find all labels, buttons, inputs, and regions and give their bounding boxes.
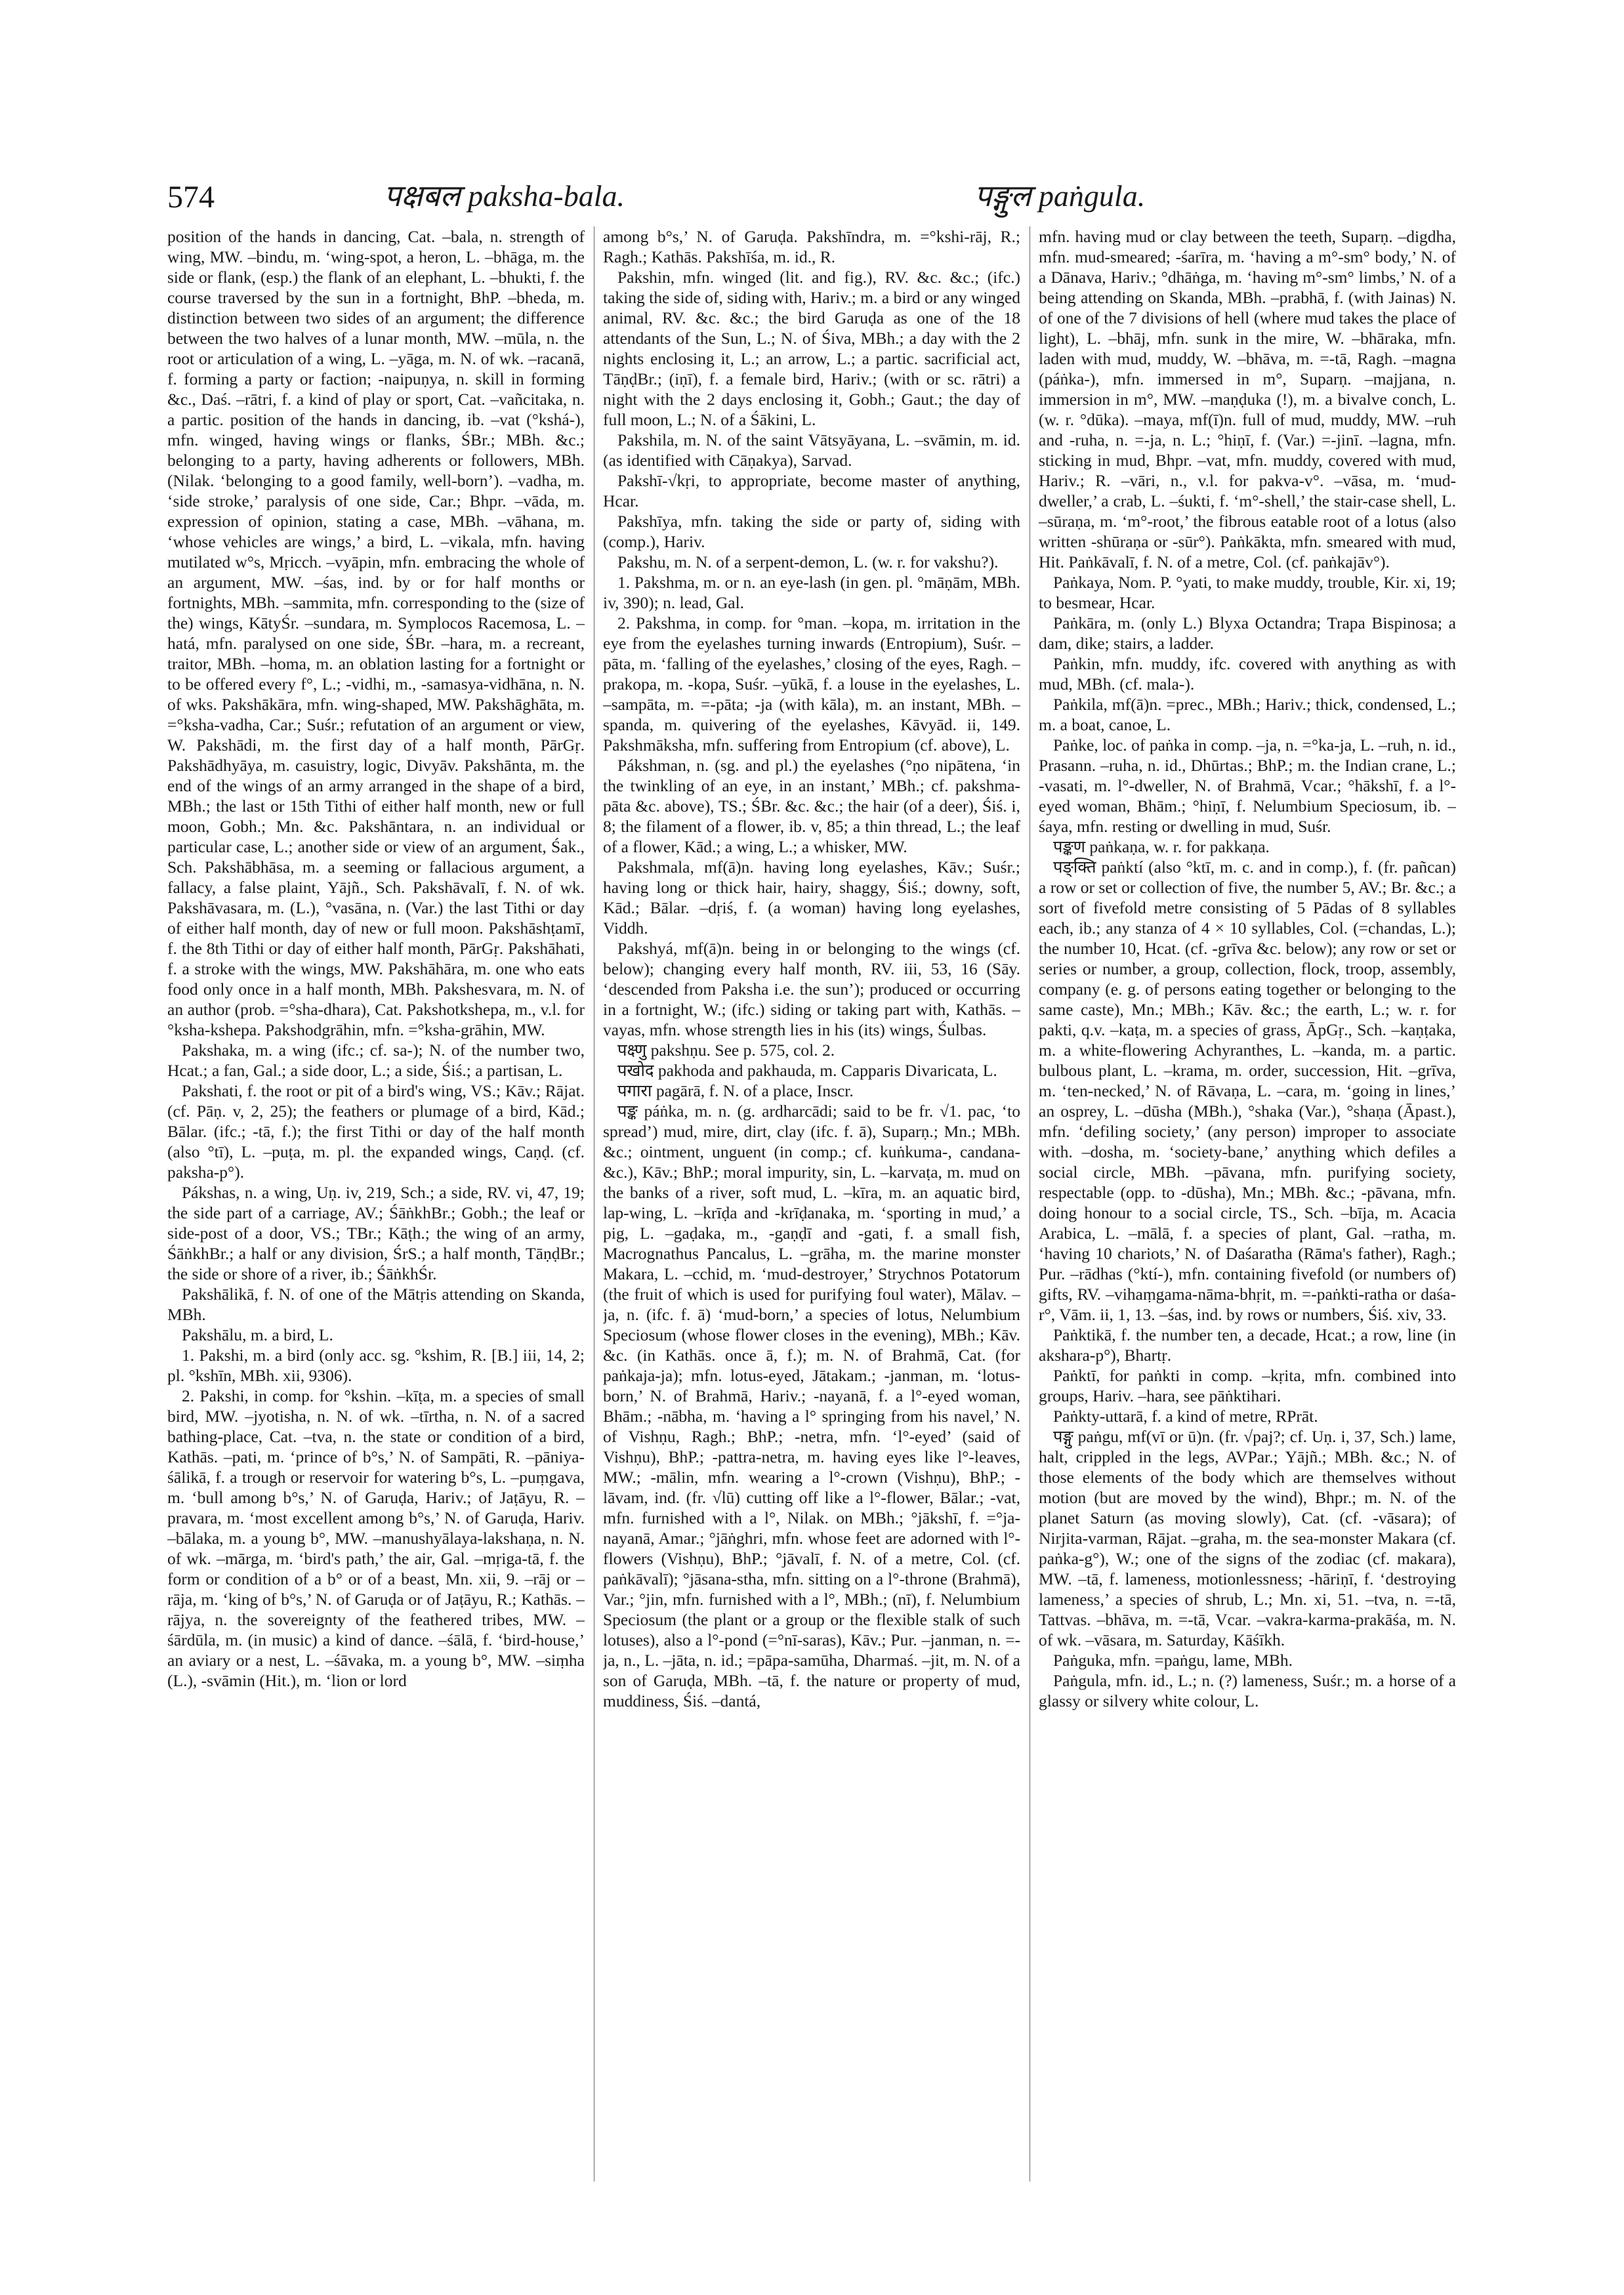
dictionary-entry: पङ्क páṅka, m. n. (g. ardharcādi; said to be fr. √1. pac, ‘to spread’) mud, mire, dirt, clay (ifc. f. ā), Suparṇ.; Mn.; MBh. &c.; ointment, unguent (in comp.; cf. kuṅkuma-, candana- &c.), Kāv.; BhP.; moral impurity, sin, L. –karvaṭa, m. mud on the banks of a river, soft mud, L. –kīra, m. an aquatic bird, lap-wing, L. –krīḍa and -krīḍanaka, m. ‘sporting in mud,’ a pig, L. –gaḍaka, m., -gaṇḍī and -gati, f. a small fish, Macrognathus Pancalus, L. –grāha, m. the marine monster Makara, L. –cchid, m. ‘mud-destroyer,’ Strychnos Potatorum (the fruit of which is used for purifying foul water), Mālav. –ja, n. (ifc. f. ā) ‘mud-born,’ a species of lotus, Nelumbium Speciosum (whose flower closes in the evening), MBh.; Kāv. &c. (in Kathās. once ā, f.); m. N. of Brahmā, Cat. (for paṅkaja-ja); mfn. lotus-eyed, Jātakam.; -janman, m. ‘lotus-born,’ N. of Brahmā, Hariv.; -nayanā, f. a l°-eyed woman, Bhām.; -nābha, m. ‘having a l° springing from his navel,’ N. of Vishṇu, Ragh.; BhP.; -netra, mfn. ‘l°-eyed’ (said of Vishṇu), BhP.; -pattra-netra, m. having eyes like l°-leaves, MW.; -mālin, mfn. wearing a l°-crown (Vishṇu), BhP.; -lāvam, ind. (fr. √lū) cutting off like a l°-flower, Bālar.; -vat, mfn. furnished with a l°, Nilak. on MBh.; °jākshī, f. =°ja-nayanā, Amar.; °jāṅghri, mfn. whose feet are adorned with l°-flowers (Vishṇu), BhP.; °jāvalī, f. N. of a metre, Col. (cf. paṅkāvalī); °jāsana-stha, mfn. sitting on a l°-throne (Brahmā), Var.; °jin, mfn. furnished with a l°, MBh.; (nī), f. Nelumbium Speciosum (the plant or a group or the flexible stalk of such lotuses), also a l°-pond (=°nī-saras), Kāv.; Pur. –janman, n. =-ja, n., L. –jāta, n. id.; =pāpa-samūha, Dharmaś. –jit, m. N. of a son of Garuḍa, MBh. –tā, f. the nature or property of mud, muddiness, Śiś. –dantá, — [603, 1102, 1020, 1710]
dictionary-entry: Pakshālikā, f. N. of one of the Mātṛis attending on Skanda, MBh. — [167, 1285, 585, 1324]
dictionary-entry: पङ्कण paṅkaṇa, w. r. for pakkaṇa. — [1053, 837, 1270, 856]
dictionary-entry: Paṅkila, mf(ā)n. =prec., MBh.; Hariv.; thick, condensed, L.; m. a boat, canoe, L. — [1039, 695, 1456, 734]
dictionary-entry: Paṅkty-uttarā, f. a kind of metre, RPrāt. — [1053, 1407, 1318, 1426]
dictionary-entry: 2. Pakshma, in comp. for °man. –kopa, m. irritation in the eye from the eyelashes turning inwards (Entropium), Suśr. –pāta, m. ‘falling of the eyelashes,’ closing of the eyes, Ragh. –prakopa, m. -kopa, Suśr. –yūkā, f. a louse in the eyelashes, L. –sampāta, m. =-pāta; -ja (with kāla), m. an instant, MBh. –spanda, m. quivering of the eyelashes, Kāvyād. ii, 149. Pakshmāksha, mfn. suffering from Entropium (cf. above), L. — [603, 613, 1020, 755]
dictionary-entry: Pakshyá, mf(ā)n. being in or belonging to the wings (cf. below); changing every half month, RV. iii, 53, 16 (Sāy. ‘descended from Paksha i.e. the sun’); produced or occurring in a fortnight, W.; (ifc.) siding or taking part with, Kathās. –vayas, mfn. whose strength lies in his (its) wings, Śulbas. — [603, 939, 1020, 1039]
dictionary-entry: Pakshila, m. N. of the saint Vātsyāyana, L. –svāmin, m. id. (as identified with Cāṇakya), Sarvad. — [603, 430, 1020, 470]
page-number: 574 — [167, 180, 215, 215]
dictionary-entry: पक्ष्णु pakshṇu. See p. 575, col. 2. — [617, 1041, 835, 1060]
dictionary-entry: Paṅktikā, f. the number ten, a decade, Hcat.; a row, line (in akshara-p°), Bhartṛ. — [1039, 1325, 1456, 1365]
dictionary-entry: Pakshālu, m. a bird, L. — [182, 1325, 333, 1344]
dictionary-entry: Paṅguka, mfn. =paṅgu, lame, MBh. — [1053, 1651, 1293, 1670]
dictionary-entry: position of the hands in dancing, Cat. –bala, n. strength of wing, MW. –bindu, m. ‘wing-spot, a heron, L. –bhāga, m. the side or flank, (esp.) the flank of an elephant, L. –bhukti, f. the course traversed by the sun in a fortnight, BhP. –bheda, m. distinction between two sides of an argument; the difference between the two halves of a lunar month, MW. –mūla, n. the root or articulation of a wing, L. –yāga, m. N. of wk. –racanā, f. forming a party or faction; -naipuṇya, n. skill in forming &c., Daś. –rātri, f. a kind of play or sport, Cat. –vañcitaka, n. a partic. position of the hands in dancing, ib. –vat (°kshá-), mfn. winged, having wings or flanks, ŚBr.; MBh. &c.; belonging to a party, having adherents or followers, MBh. (Nilak. ‘belonging to a good family, well-born’). –vadha, m. ‘side stroke,’ paralysis of one side, Car.; Bhpr. –vāda, m. expression of opinion, stating a case, MBh. –vāhana, m. ‘whose vehicles are wings,’ a bird, L. –vikala, mfn. having mutilated w°s, Mṛicch. –vyāpin, mfn. embracing the whole of an argument, MW. –śas, ind. by or for half months or fortnights, MBh. –sammita, mfn. corresponding to the (size of the) wings, KātyŚr. –sundara, m. Symplocos Racemosa, L. –hatá, mfn. paralysed on one side, ŚBr. –hara, m. a recreant, traitor, MBh. –homa, m. an oblation lasting for a fortnight or to be offered every f°, L.; -vidhi, m., -samasya-vidhāna, n. N. of wks. Pakshākāra, mfn. wing-shaped, MW. Pakshāghāta, m. =°ksha-vadha, Car.; Suśr.; refutation of an argument or view, W. Pakshādi, m. the first day of a half month, PārGṛ. Pakshādhyāya, m. casuistry, logic, Divyāv. Pakshānta, m. the end of the wings of an army arranged in the shape of a bird, MBh.; the last or 15th Tithi of either half month, new or full moon, Gobh.; Mn. &c. Pakshāntara, n. an individual or particular case, L.; another side or view of an argument, Śak., Sch. Pakshābhāsa, m. a seeming or fallacious argument, a fallacy, a false plaint, Yājñ., Sch. Pakshāvalī, f. N. of wk. Pakshāvasara, m. (L.), °vasāna, n. (Var.) the last Tithi or day of either half month, day of new or full moon. Pakshāshṭamī, f. the 8th Tithi or day of either half month, PārGṛ. Pakshāhati, f. a stroke with the wings, MW. Pakshāhāra, m. one who eats food only once in a half month, MBh. Pakshesvara, m. N. of an author (prob. =°sha-dhara), Cat. Pakshotkshepa, m., v.l. for °ksha-kshepa. Pakshodgrāhin, mfn. =°ksha-grāhin, MW. — [167, 227, 585, 1039]
running-head-right: पङ्गुल paṅgula. — [974, 179, 1146, 213]
dictionary-entry: Pakshu, m. N. of a serpent-demon, L. (w. r. for vakshu?). — [617, 552, 999, 571]
running-head-left: पक्षबल paksha-bala. — [384, 179, 625, 213]
column-2 — [603, 226, 1020, 2195]
dictionary-entry: पङ्क्ति paṅktí (also °ktī, m. c. and in comp.), f. (fr. pañcan) a row or set or collection of five, the number 5, AV.; Br. &c.; a sort of fivefold metre consisting of 5 Pādas of 8 syllables each, ib.; any stanza of 4 × 10 syllables, Col. (=chandas, L.); the number 10, Hcat. (cf. -grīva &c. below); any row or set or series or number, a group, collection, flock, troop, assembly, company (e. g. of persons eating together or belonging to the same caste), Mn.; MBh.; Kāv. &c.; the earth, L.; w. r. for pakti, q.v. –kaṭa, m. a species of grass, ĀpGṛ., Sch. –kaṇṭaka, m. a white-flowering Achyranthes, L. –kanda, m. a partic. bulbous plant, L. –krama, m. order, succession, Hit. –grīva, m. ‘ten-necked,’ N. of Rāvaṇa, L. –cara, m. ‘going in lines,’ an osprey, L. –dūsha (MBh.), °shaka (Var.), °shaṇa (Āpast.), mfn. ‘defiling society,’ (any person) improper to associate with. –dosha, m. ‘society-bane,’ anything which defiles a social circle, MBh. –pāvana, mfn. purifying society, respectable (opp. to -dūsha), Mn.; MBh. &c.; -pāvana, mfn. doing honour to a social circle, TS., Sch. –bīja, m. Acacia Arabica, L. –mālā, f. a species of plant, Gal. –ratha, m. ‘having 10 chariots,’ N. of Daśaratha (Rāma's father), Ragh.; Pur. –rādhas (°ktí-), mfn. containing fivefold (or numbers of) gifts, RV. –vihaṃgama-nāma-bhṛit, m. =-paṅkti-ratha or daśa-r°, Vām. ii, 1, 13. –śas, ind. by rows or numbers, Śiś. xiv, 33. — [1039, 858, 1456, 1324]
dictionary-entry: among b°s,’ N. of Garuḍa. Pakshīndra, m. =°kshi-rāj, R.; Ragh.; Kathās. Pakshīśa, m. id., R. — [603, 227, 1020, 266]
dictionary-entry: Pakshaka, m. a wing (ifc.; cf. sa-); N. of the number two, Hcat.; a fan, Gal.; a side door, L.; a side, Śiś.; a partisan, L. — [167, 1041, 585, 1080]
dictionary-entry: mfn. having mud or clay between the teeth, Suparṇ. –digdha, mfn. mud-smeared; -śarīra, m. ‘having a m°-sm° body,’ N. of a Dānava, Hariv.; °dhāṅga, m. ‘having m°-sm° limbs,’ N. of a being attending on Skanda, MBh. –prabhā, f. (with Jainas) N. of one of the 7 divisions of hell (where mud takes the place of light), L. –bhāj, mfn. sunk in the mire, W. –bhāraka, mfn. laden with mud, muddy, W. –bhāva, m. =-tā, Ragh. –magna (páṅka-), mfn. immersed in m°, Suparṇ. –majjana, n. immersion in m°, MW. –maṇḍuka (!), m. a bivalve conch, L. (w. r. °dūka). –maya, mf(ī)n. full of mud, muddy, MW. –ruh and -ruha, n. =-ja, n. L.; °hiṇī, f. (Var.) =-jinī. –lagna, mfn. sticking in mud, Bhpr. –vat, mfn. muddy, covered with mud, Hariv.; R. –vāri, n., v.l. for pakva-v°. –vāsa, m. ‘mud-dweller,’ a crab, L. –śukti, f. ‘m°-shell,’ the stair-case shell, L. –sūraṇa, m. ‘m°-root,’ the fibrous eatable root of a lotus (also written -shūraṇa or -sūr°). Paṅkākta, mfn. smeared with mud, Hit. Paṅkāvalī, f. N. of a metre, Col. (cf. paṅkajāv°). — [1039, 227, 1456, 571]
dictionary-entry: 1. Pakshma, m. or n. an eye-lash (in gen. pl. °māṇām, MBh. iv, 390); n. lead, Gal. — [603, 573, 1020, 612]
dictionary-entry: Pakshin, mfn. winged (lit. and fig.), RV. &c. &c.; (ifc.) taking the side of, siding with, Hariv.; m. a bird or any winged animal, RV. &c. &c.; the bird Garuḍa as one of the 18 attendants of the Sun, L.; N. of Śiva, MBh.; a day with the 2 nights enclosing it, L.; an arrow, L.; a partic. sacrificial act, TāṇḍBr.; (iṇī), f. a female bird, Hariv.; (with or sc. rātri) a night with the 2 days enclosing it, Gobh.; Gaut.; the day of full moon, L.; N. of a Śākini, L. — [603, 268, 1020, 429]
dictionary-entry: पङ्गु paṅgu, mf(vī or ū)n. (fr. √paj?; cf. Uṇ. i, 37, Sch.) lame, halt, crippled in the legs, AVPar.; Yājñ.; MBh. &c.; N. of those elements of the body which are themselves without motion (but are moved by the wind), Bhpr.; m. N. of the planet Saturn (as moving slowly), Cat. (cf. -vāsara); of Nirjita-varman, Rājat. –graha, m. the sea-monster Makara (cf. paṅka-g°), W.; one of the signs of the zodiac (cf. makara), MW. –tā, f. lameness, motionlessness; -hāriṇī, f. ‘destroying lameness,’ a species of shrub, L.; Mn. xi, 51. –tva, n. =-tā, Tattvas. –bhāva, m. =-tā, Vcar. –vakra-karma-prakāśa, m. N. of wk. –vāsara, m. Saturday, Kāśīkh. — [1039, 1427, 1456, 1649]
column-3 — [1039, 226, 1456, 2195]
dictionary-columns — [167, 226, 1457, 2195]
dictionary-entry: Pakshmala, mf(ā)n. having long eyelashes, Kāv.; Suśr.; having long or thick hair, hairy, shaggy, Śiś.; downy, soft, Kād.; Bālar. –dṛiś, f. (a woman) having long eyelashes, Viddh. — [603, 858, 1020, 938]
column-1 — [167, 226, 585, 2195]
dictionary-entry: Pakshati, f. the root or pit of a bird's wing, VS.; Kāv.; Rājat. (cf. Pāṇ. v, 2, 25); the feathers or plumage of a bird, Kād.; Bālar. (ifc.; -tā, f.); the first Tithi or day of the half month (also °tī), L. –puṭa, m. pl. the expanded wings, Caṇḍ. (cf. paksha-p°). — [167, 1081, 585, 1182]
dictionary-entry: Pakshī-√kṛi, to appropriate, become master of anything, Hcar. — [603, 471, 1020, 510]
page-header — [167, 169, 1457, 215]
dictionary-entry: Paṅkin, mfn. muddy, ifc. covered with anything as with mud, MBh. (cf. mala-). — [1039, 654, 1456, 693]
dictionary-entry: पगारा pagārā, f. N. of a place, Inscr. — [617, 1081, 854, 1100]
dictionary-entry: पखोद pakhoda and pakhauda, m. Capparis Divaricata, L. — [617, 1061, 997, 1080]
dictionary-entry: Paṅke, loc. of paṅka in comp. –ja, n. =°ka-ja, L. –ruh, n. id., Prasann. –ruha, n. id., Dhūrtas.; BhP.; m. the Indian crane, L.; -vasati, m. l°-dweller, N. of Brahmā, Vcar.; °hākshī, f. a l°-eyed woman, Bhām.; °hiṇī, f. Nelumbium Speciosum, ib. –śaya, mfn. resting or dwelling in mud, Suśr. — [1039, 735, 1456, 836]
dictionary-entry: Pakshīya, mfn. taking the side or party of, siding with (comp.), Hariv. — [603, 512, 1020, 551]
dictionary-entry: Paṅkaya, Nom. P. °yati, to make muddy, trouble, Kir. xi, 19; to besmear, Hcar. — [1039, 573, 1456, 612]
dictionary-entry: Paṅktī, for paṅkti in comp. –kṛita, mfn. combined into groups, Hariv. –hara, see pāṅktihari. — [1039, 1366, 1456, 1405]
dictionary-entry: Pákshman, n. (sg. and pl.) the eyelashes (°ṇo nipātena, ‘in the twinkling of an eye, in an instant,’ MBh.; cf. pakshma-pāta &c. above), TS.; ŚBr. &c. &c.; the hair (of a deer), Śiś. i, 8; the filament of a flower, ib. v, 85; a thin thread, L.; the leaf of a flower, Kād.; a wing, L.; a whisker, MW. — [603, 756, 1020, 856]
dictionary-entry: Pákshas, n. a wing, Uṇ. iv, 219, Sch.; a side, RV. vi, 47, 19; the side part of a carriage, AV.; ŚāṅkhBr.; Gobh.; the leaf or side-post of a door, VS.; TBr.; Kāṭh.; the wing of an army, ŚāṅkhBr.; a half or any division, ŚrS.; a half month, TāṇḍBr.; the side or shore of a river, ib.; ŚāṅkhŚr. — [167, 1183, 585, 1283]
dictionary-entry: 2. Pakshi, in comp. for °kshin. –kīṭa, m. a species of small bird, MW. –jyotisha, n. N. of wk. –tīrtha, n. N. of a sacred bathing-place, Cat. –tva, n. the state or condition of a bird, Kathās. –pati, m. ‘prince of b°s,’ N. of Sampāti, R. –pāniya-śālikā, f. a trough or reservoir for watering b°s, L. –puṃgava, m. ‘bull among b°s,’ N. of Garuḍa, Hariv.; of Jaṭāyu, R. –pravara, m. ‘most excellent among b°s,’ N. of Garuḍa, Hariv. –bālaka, m. a young b°, MW. –manushyālaya-lakshaṇa, n. N. of wk. –mārga, m. ‘bird's path,’ the air, Gal. –mṛiga-tā, f. the form or condition of a b° or of a beast, Mn. xii, 9. –rāj or –rāja, m. ‘king of b°s,’ N. of Garuḍa or of Jaṭāyu, R.; Kathās. –rājya, n. the sovereignty of the feathered tribes, MW. –śārdūla, m. (in music) a kind of dance. –śālā, f. ‘bird-house,’ an aviary or a nest, L. –śāvaka, m. a young b°, MW. –siṃha (L.), -svāmin (Hit.), m. ‘lion or lord — [167, 1386, 585, 1690]
dictionary-entry: 1. Pakshi, m. a bird (only acc. sg. °kshim, R. [B.] iii, 14, 2; pl. °kshīn, MBh. xii, 9306). — [167, 1346, 585, 1385]
dictionary-entry: Paṅgula, mfn. id., L.; n. (?) lameness, Suśr.; m. a horse of a glassy or silvery white colour, L. — [1039, 1671, 1456, 1710]
dictionary-entry: Paṅkāra, m. (only L.) Blyxa Octandra; Trapa Bispinosa; a dam, dike; stairs, a ladder. — [1039, 613, 1456, 653]
